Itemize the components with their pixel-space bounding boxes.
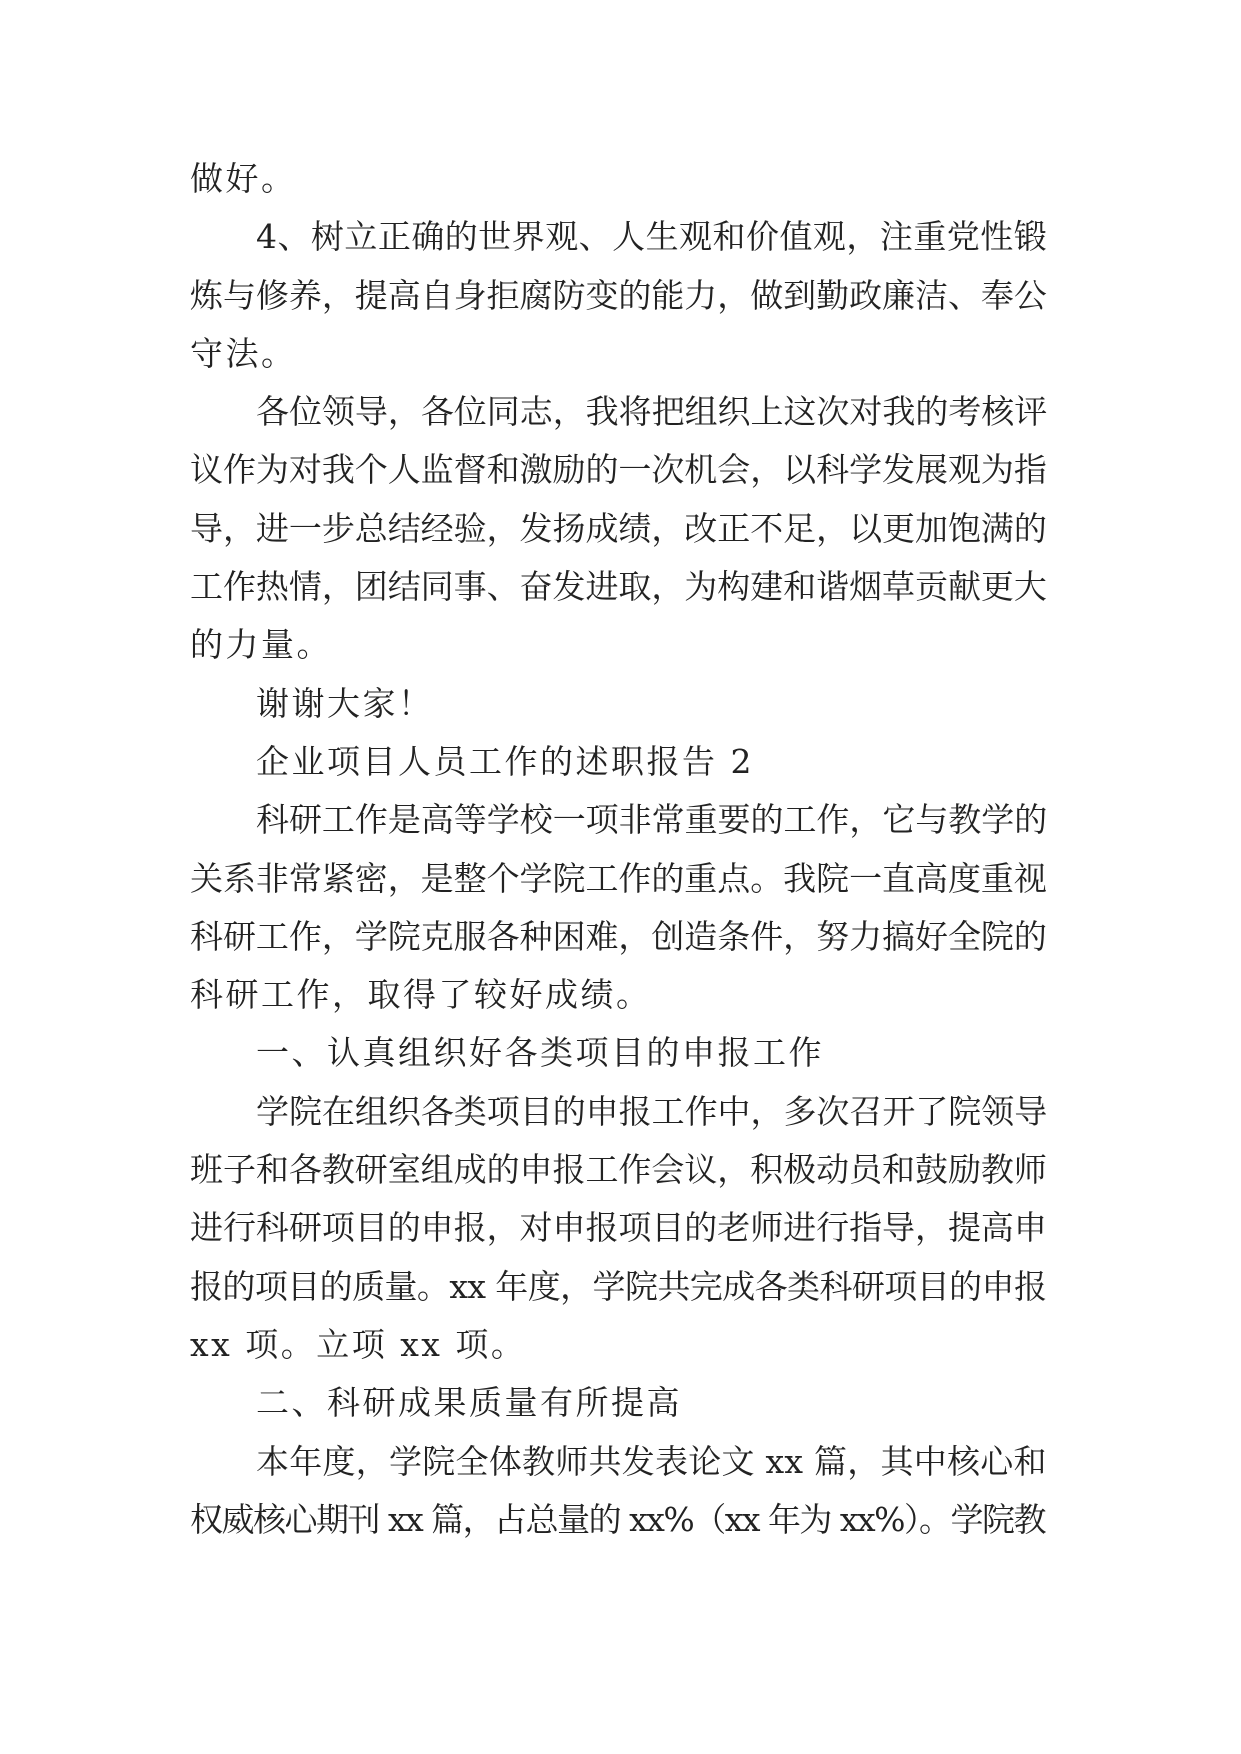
document-body	[190, 150, 1052, 1549]
text-line: 二、科研成果质量有所提高	[256, 1383, 682, 1423]
text-line: 权威核心期刊 xx 篇，占总量的 xx%（xx 年为 xx%）。学院教	[190, 1499, 1045, 1539]
text-line: 关系非常紧密，是整个学院工作的重点。我院一直高度重视	[190, 858, 1047, 898]
text-line: 进行科研项目的申报，对申报项目的老师进行指导，提高申	[190, 1208, 1047, 1248]
text-line: 议作为对我个人监督和激励的一次机会，以科学发展观为指	[190, 450, 1047, 490]
text-line: 工作热情，团结同事、奋发进取，为构建和谐烟草贡献更大	[190, 567, 1047, 607]
text-line: 科研工作，学院克服各种困难，创造条件，努力搞好全院的	[190, 916, 1047, 956]
text-line: 科研工作，取得了较好成绩。	[190, 975, 652, 1015]
text-line: 报的项目的质量。xx 年度，学院共完成各类科研项目的申报	[190, 1266, 1047, 1306]
text-line: 学院在组织各类项目的申报工作中，多次召开了院领导	[256, 1091, 1048, 1131]
text-line: 的力量。	[190, 625, 332, 665]
text-line: 班子和各教研室组成的申报工作会议，积极动员和鼓励教师	[190, 1150, 1047, 1190]
text-line: 本年度，学院全体教师共发表论文 xx 篇，其中核心和	[256, 1441, 1047, 1481]
text-line: 谢谢大家！	[256, 683, 434, 723]
text-line: 导，进一步总结经验，发扬成绩，改正不足，以更加饱满的	[190, 508, 1047, 548]
text-line: 炼与修养，提高自身拒腐防变的能力，做到勤政廉洁、奉公	[190, 275, 1047, 315]
text-line: 企业项目人员工作的述职报告 2	[256, 741, 754, 781]
text-line: 4、树立正确的世界观、人生观和价值观，注重党性锻	[256, 217, 1048, 257]
text-line: 一、认真组织好各类项目的申报工作	[256, 1033, 824, 1073]
text-line: 各位领导，各位同志，我将把组织上这次对我的考核评	[256, 392, 1048, 432]
text-line: 科研工作是高等学校一项非常重要的工作，它与教学的	[256, 800, 1048, 840]
text-line: xx 项。立项 xx 项。	[190, 1324, 527, 1364]
text-line: 守法。	[190, 333, 297, 373]
text-line: 做好。	[190, 159, 297, 198]
